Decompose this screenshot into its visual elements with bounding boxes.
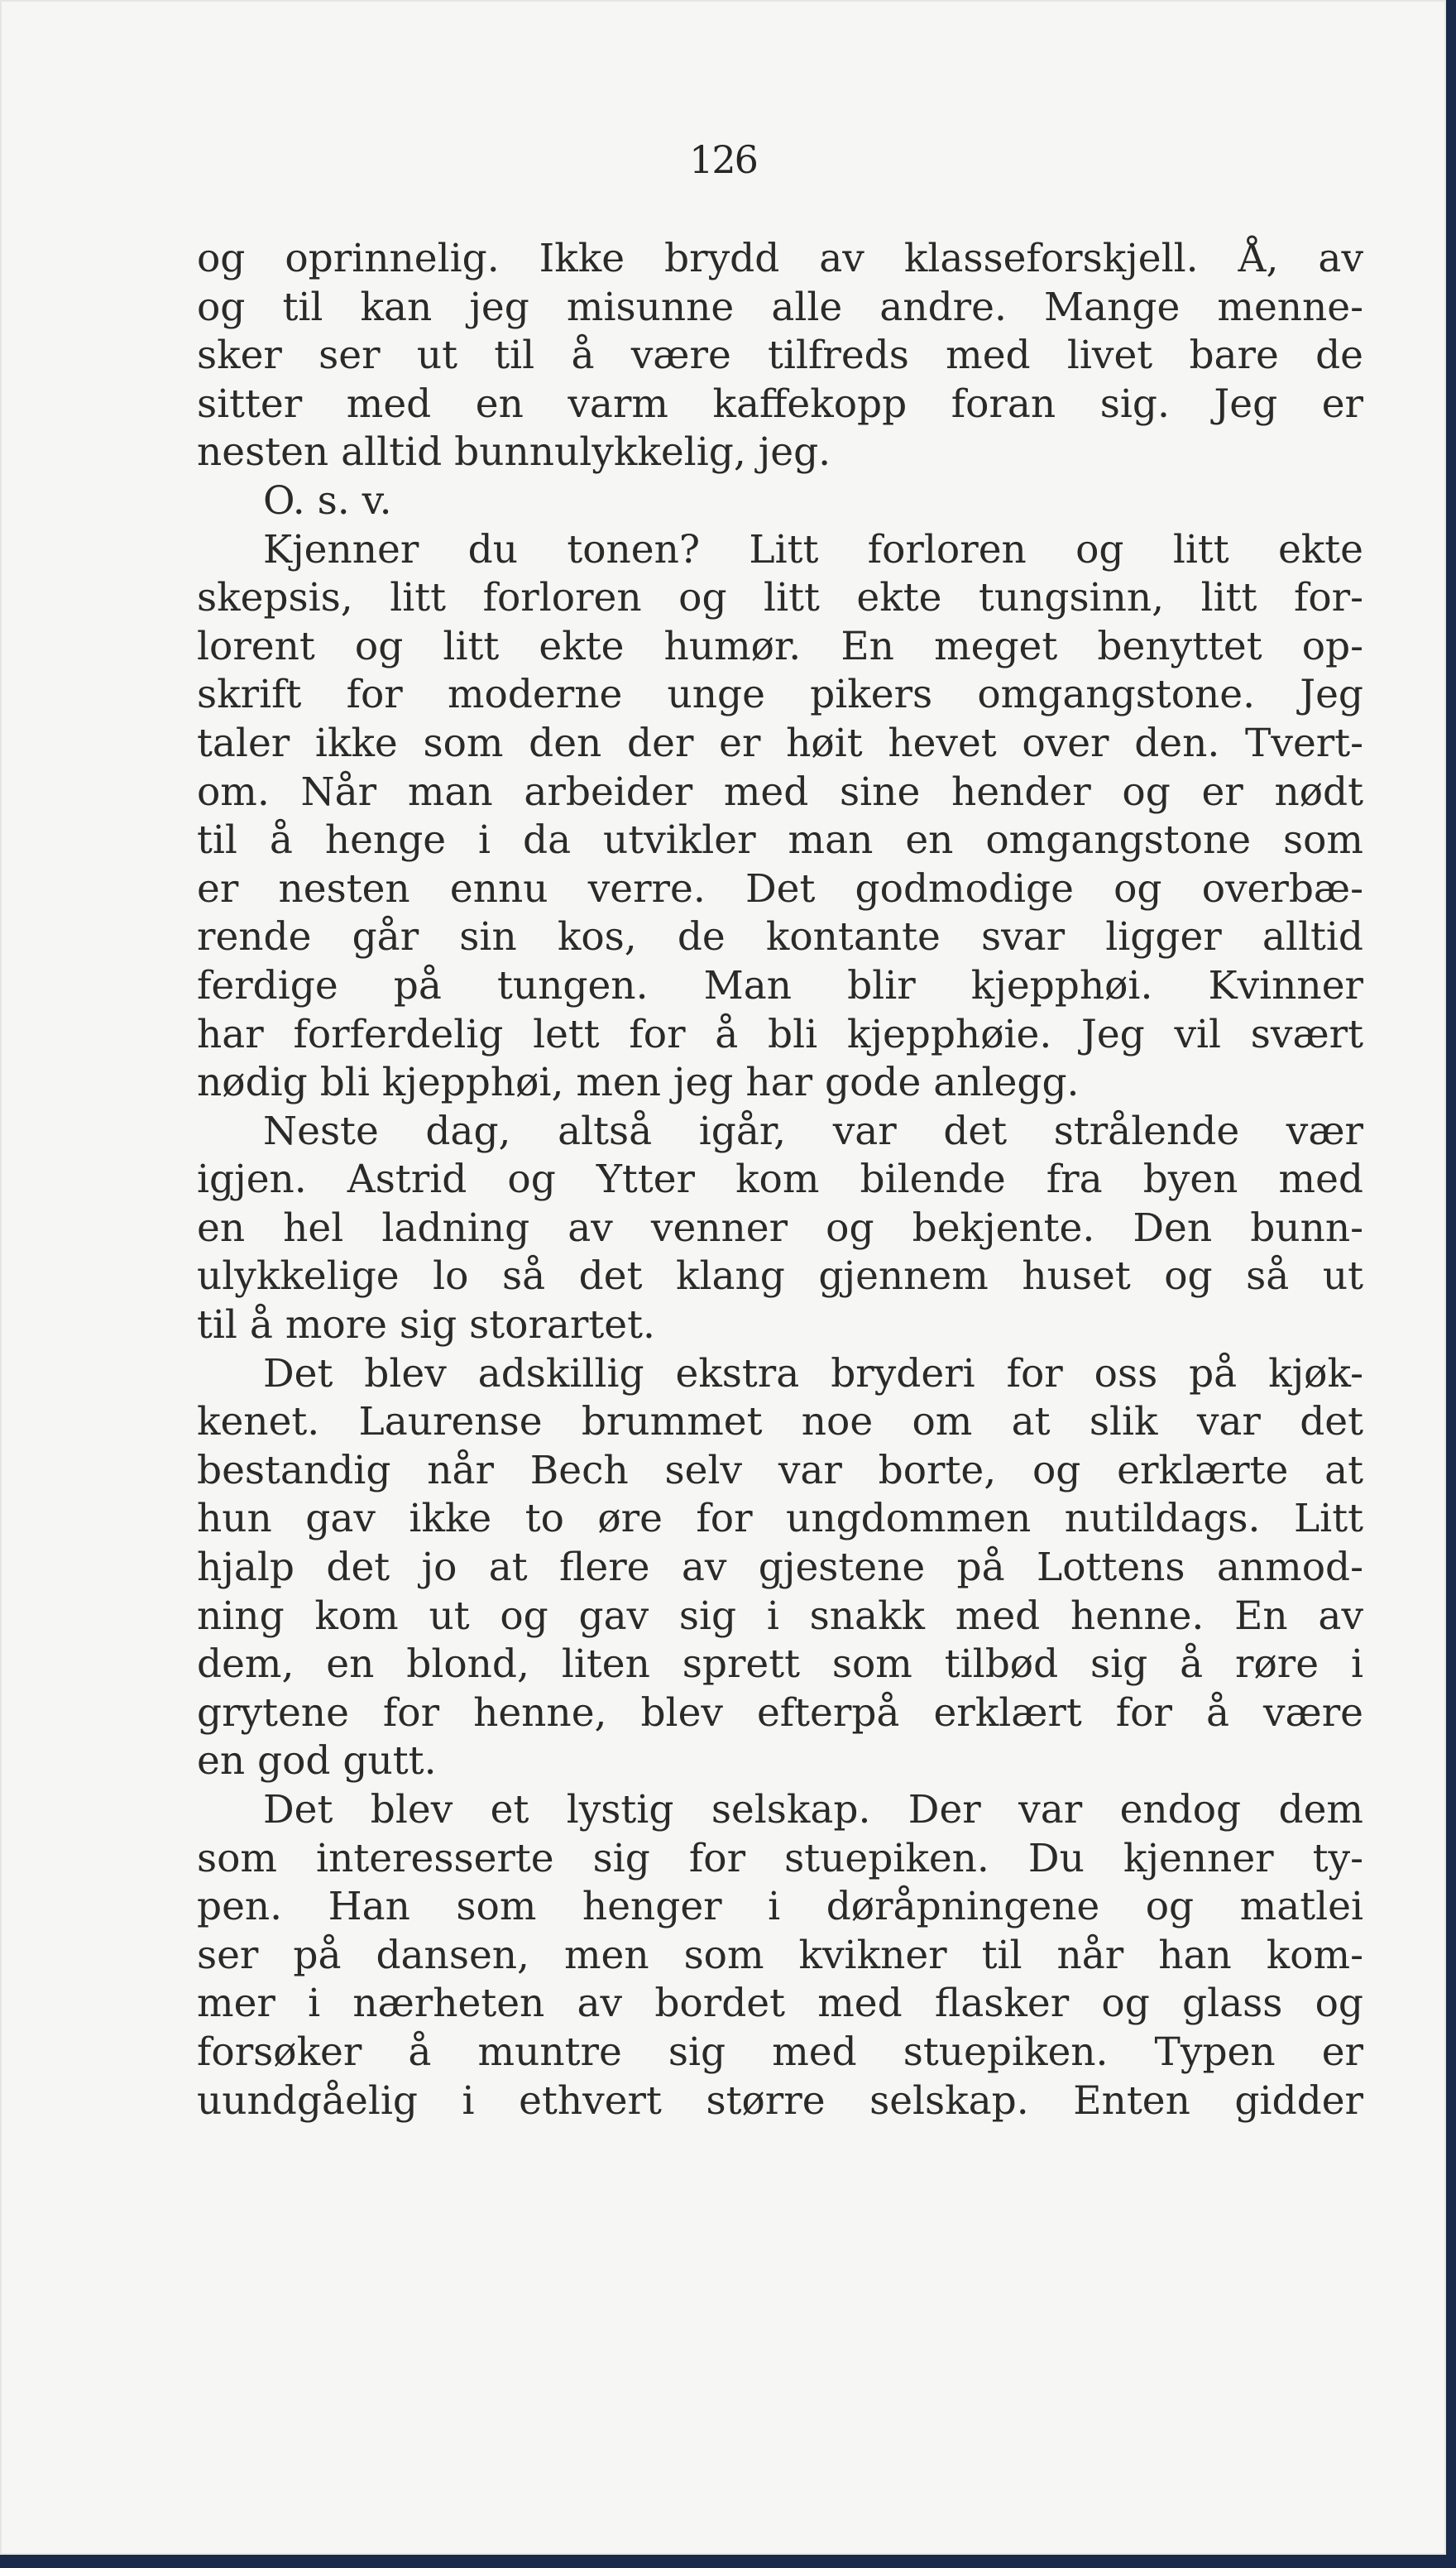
text-line: hjalp det jo at flere av gjestene på Lottens anmod-	[197, 1545, 1363, 1591]
text-line: Neste dag, altså igår, var det strålende vær	[263, 1108, 1363, 1154]
text-line: mer i nærheten av bordet med flasker og glass og	[197, 1981, 1363, 2027]
text-line: kenet. Laurense brummet noe om at slik var det	[197, 1399, 1363, 1445]
text-line: sitter med en varm kaffekopp foran sig. Jeg er	[197, 381, 1363, 427]
page-number: 126	[689, 137, 757, 182]
text-line: er nesten ennu verre. Det godmodige og overbæ-	[197, 865, 1363, 912]
text-line: Kjenner du tonen? Litt forloren og litt ekte	[263, 526, 1363, 573]
text-line: en god gutt.	[197, 1738, 437, 1785]
text-line: nesten alltid bunnulykkelig, jeg.	[197, 429, 831, 476]
text-line: dem, en blond, liten sprett som tilbød sig å røre i	[197, 1641, 1363, 1688]
text-line: til å henge i da utvikler man en omgangstone som	[197, 817, 1363, 864]
text-line: taler ikke som den der er høit hevet over den. Tvert-	[197, 720, 1363, 766]
text-line: hun gav ikke to øre for ungdommen nutildags. Litt	[197, 1496, 1363, 1542]
text-line: skrift for moderne unge pikers omgangstone. Jeg	[197, 672, 1363, 718]
text-line: og oprinnelig. Ikke brydd av klasseforskjell. Å, av	[197, 236, 1363, 281]
text-line: forsøker å muntre sig med stuepiken. Typen er	[197, 2029, 1363, 2075]
text-line: grytene for henne, blev efterpå erklært for å være	[197, 1689, 1363, 1736]
text-line: ferdige på tungen. Man blir kjepphøi. Kvinner	[197, 962, 1363, 1009]
text-line: igjen. Astrid og Ytter kom bilende fra byen med	[197, 1157, 1363, 1203]
text-line: har forferdelig lett for å bli kjepphøie. Jeg vil svært	[197, 1011, 1363, 1057]
text-line: en hel ladning av venner og bekjente. Den bunn-	[197, 1205, 1363, 1251]
text-line: om. Når man arbeider med sine hender og er nødt	[197, 769, 1363, 815]
text-line: sker ser ut til å være tilfreds med livet bare de	[197, 333, 1363, 379]
text-line: bestandig når Bech selv var borte, og erklærte at	[197, 1447, 1363, 1493]
text-line: ser på dansen, men som kvikner til når han kom-	[197, 1932, 1363, 1978]
text-line: som interesserte sig for stuepiken. Du kjenner ty-	[197, 1835, 1363, 1881]
text-line: uundgåelig i ethvert større selskap. Enten gidder	[197, 2077, 1363, 2124]
text-line: ning kom ut og gav sig i snakk med henne. En av	[197, 1593, 1363, 1639]
text-line: nødig bli kjepphøi, men jeg har gode anlegg.	[197, 1060, 1080, 1106]
text-line: ulykkelige lo så det klang gjennem huset og så ut	[197, 1253, 1363, 1300]
text-line: rende går sin kos, de kontante svar ligger alltid	[197, 914, 1363, 961]
text-line: og til kan jeg misunne alle andre. Mange menne-	[197, 284, 1363, 330]
text-line: skepsis, litt forloren og litt ekte tungsinn, litt for-	[197, 575, 1363, 621]
text-line: Det blev adskillig ekstra bryderi for oss på kjøk-	[263, 1350, 1363, 1397]
text-line: til å more sig storartet.	[197, 1302, 655, 1349]
body-text	[197, 235, 1363, 2125]
text-line: Det blev et lystig selskap. Der var endog dem	[263, 1787, 1363, 1833]
text-line: pen. Han som henger i døråpningene og matlei	[197, 1884, 1363, 1930]
text-line: O. s. v.	[263, 477, 392, 524]
text-line: lorent og litt ekte humør. En meget benyttet op-	[197, 623, 1363, 669]
